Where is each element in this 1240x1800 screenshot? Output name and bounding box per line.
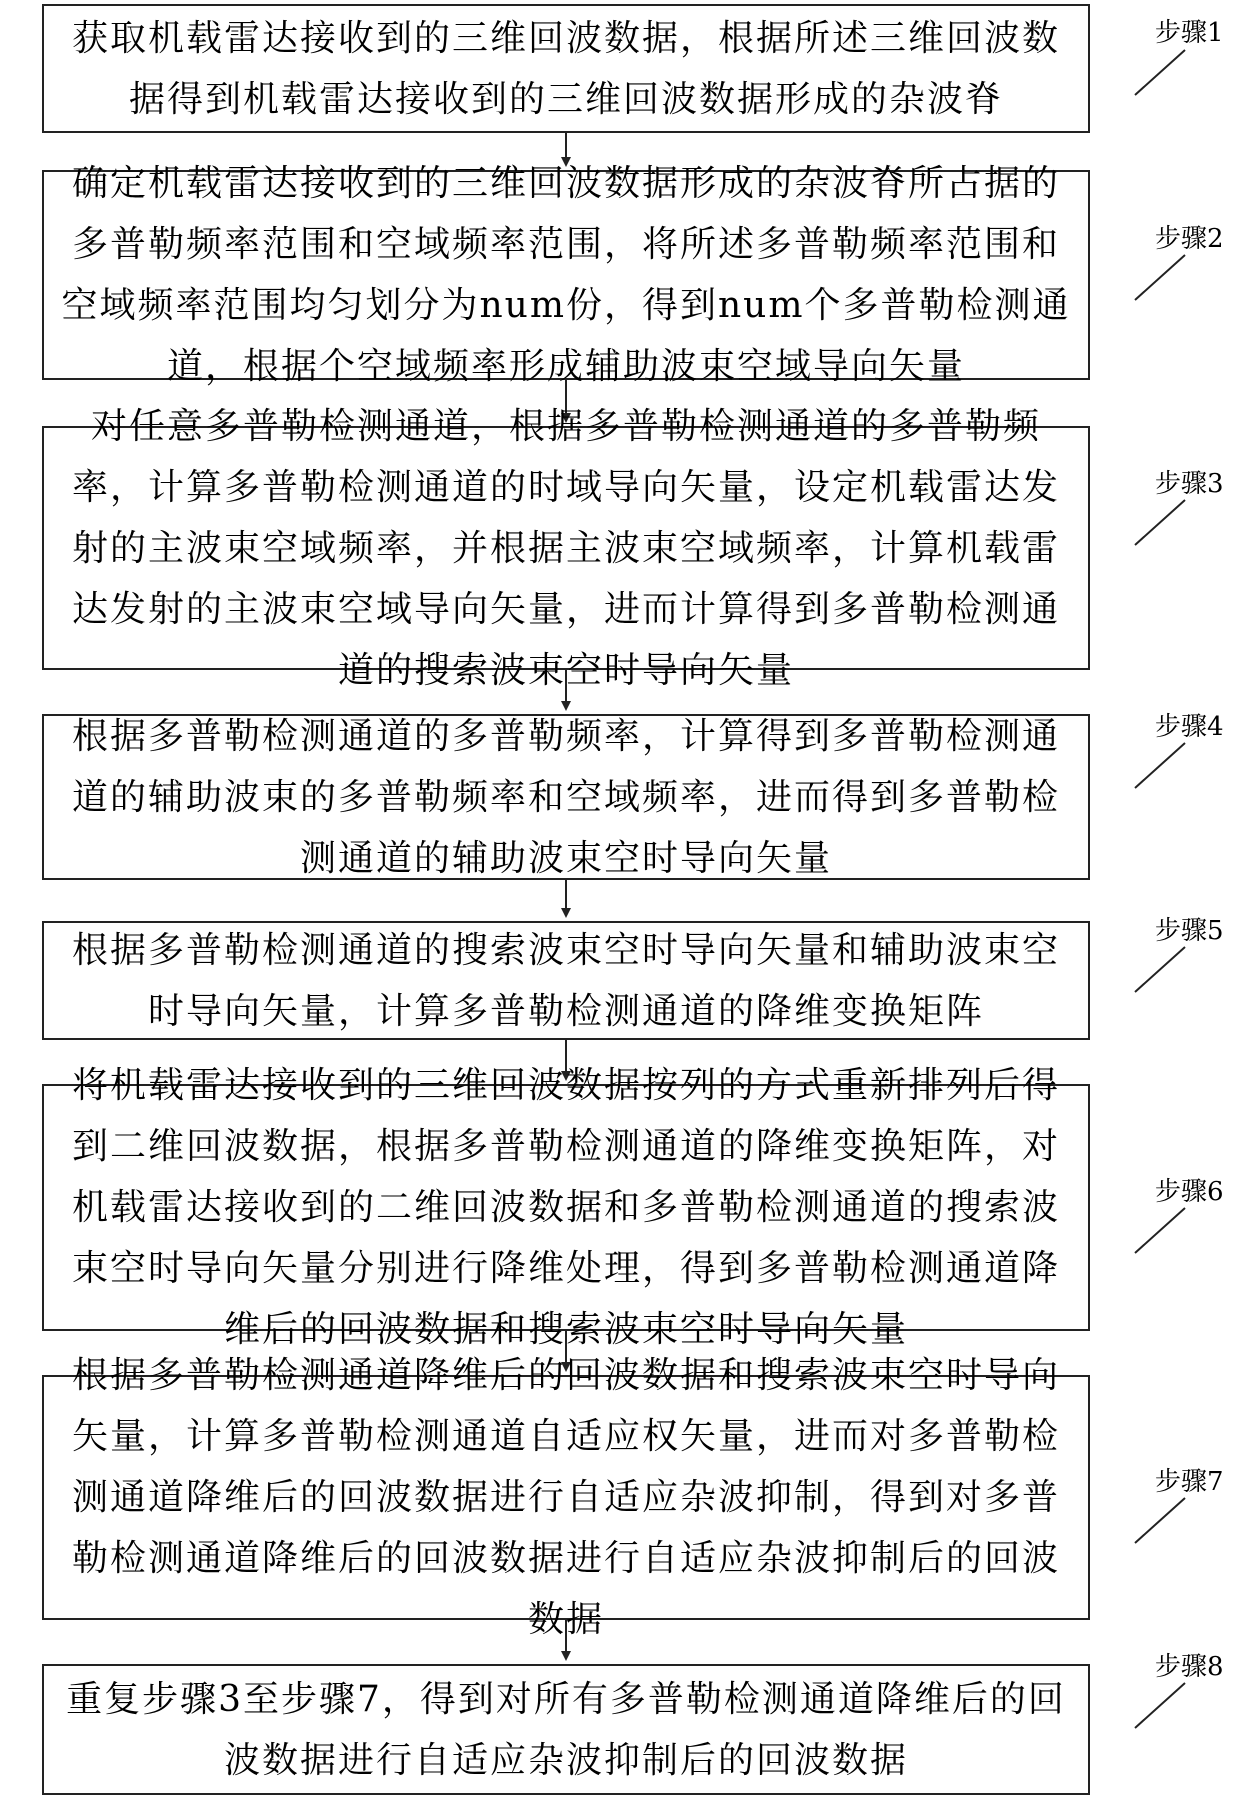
step-3-label: 步骤3 xyxy=(1155,469,1224,499)
step-7-box xyxy=(42,1355,1090,1640)
step-2-label: 步骤2 xyxy=(1155,224,1224,254)
step-4-box xyxy=(42,714,1090,880)
step-5-text: 根据多普勒检测通道的搜索波束空时导向矢量和辅助波束空时导向矢量，计算多普勒检测通道的降维变换矩阵 xyxy=(71,929,1060,1032)
leader-line-4-diag xyxy=(1135,743,1185,788)
leader-line-7-diag xyxy=(1135,1498,1185,1543)
step-6-label: 步骤6 xyxy=(1155,1177,1224,1207)
step-5-label: 步骤5 xyxy=(1155,916,1224,946)
leader-line-1-diag xyxy=(1135,50,1185,95)
step-8-text: 重复步骤3至步骤7，得到对所有多普勒检测通道降维后的回波数据进行自适应杂波抑制后的回波数据 xyxy=(66,1678,1066,1781)
step-1-text: 获取机载雷达接收到的三维回波数据，根据所述三维回波数据得到机载雷达接收到的三维回波数据形成的杂波脊 xyxy=(71,17,1060,120)
leader-line-5-diag xyxy=(1135,947,1185,992)
step-6-text: 将机载雷达接收到的三维回波数据按列的方式重新排列后得到二维回波数据，根据多普勒检测通道的降维变换矩阵，对机载雷达接收到的二维回波数据和多普勒检测通道的搜索波束空时导向矢量分别进行降维处理，得到多普勒检测通道降维后的回波数据和搜索波束空时导向矢量 xyxy=(71,1065,1060,1350)
step-6-box xyxy=(42,1065,1090,1350)
step-7-label: 步骤7 xyxy=(1155,1467,1224,1497)
leader-line-3-diag xyxy=(1135,500,1185,545)
step-1-box xyxy=(42,4,1090,133)
step-7-text: 根据多普勒检测通道降维后的回波数据和搜索波束空时导向矢量，计算多普勒检测通道自适应权矢量，进而对多普勒检测通道降维后的回波数据进行自适应杂波抑制，得到对多普勒检测通道降维后的回波数据进行自适应杂波抑制后的回波数据 xyxy=(71,1355,1060,1640)
leader-line-6-diag xyxy=(1135,1208,1185,1253)
step-1-label: 步骤1 xyxy=(1155,18,1224,48)
step-4-text: 根据多普勒检测通道的多普勒频率，计算得到多普勒检测通道的辅助波束的多普勒频率和空域频率，进而得到多普勒检测通道的辅助波束空时导向矢量 xyxy=(71,715,1060,879)
step-2-box xyxy=(42,163,1090,387)
step-2-text: 确定机载雷达接收到的三维回波数据形成的杂波脊所占据的多普勒频率范围和空域频率范围，将所述多普勒频率范围和空域频率范围均匀划分为num份，得到num个多普勒检测通道，根据个空域频率形成辅助波束空域导向矢量 xyxy=(61,163,1071,387)
step-8-label: 步骤8 xyxy=(1155,1652,1224,1682)
step-8-box xyxy=(42,1664,1090,1795)
step-4-label: 步骤4 xyxy=(1155,712,1224,742)
step-5-box xyxy=(42,921,1090,1040)
step-3-text: 对任意多普勒检测通道，根据多普勒检测通道的多普勒频率，计算多普勒检测通道的时域导向矢量，设定机载雷达发射的主波束空域频率，并根据主波束空域频率，计算机载雷达发射的主波束空域导向矢量，进而计算得到多普勒检测通道的搜索波束空时导向矢量 xyxy=(71,405,1060,691)
leader-line-8-diag xyxy=(1135,1683,1185,1728)
leader-line-2-diag xyxy=(1135,255,1185,300)
step-3-box xyxy=(42,405,1090,691)
